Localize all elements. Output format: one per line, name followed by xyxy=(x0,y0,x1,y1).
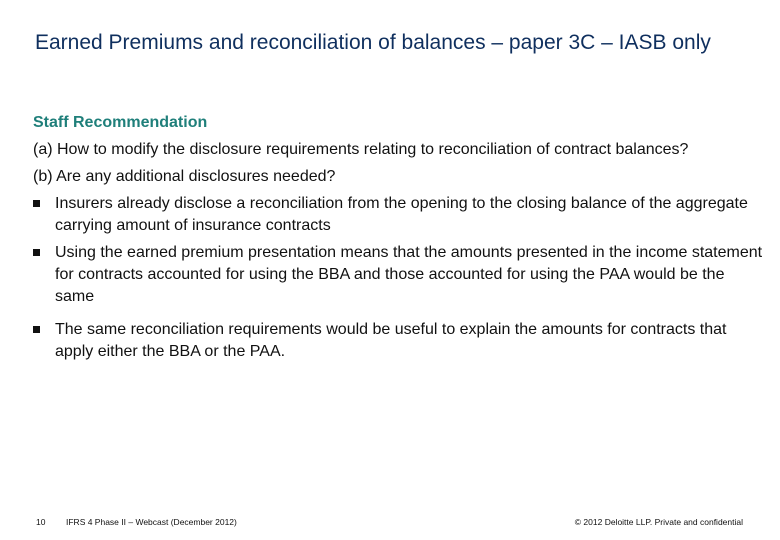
slide-content xyxy=(33,112,763,368)
bullet-item xyxy=(33,193,763,237)
square-bullet-icon xyxy=(33,249,40,256)
page-number: 10 xyxy=(36,517,46,527)
square-bullet-icon xyxy=(33,200,40,207)
question-b: (b) Are any additional disclosures needed? xyxy=(33,168,336,185)
bullet-item xyxy=(33,319,763,363)
bullet-text: Insurers already disclose a reconciliation from the opening to the closing balance of the aggregate carrying amount of insurance contracts xyxy=(55,195,748,234)
square-bullet-icon xyxy=(33,326,40,333)
slide-title: Earned Premiums and reconciliation of balances – paper 3C – IASB only xyxy=(35,31,711,54)
copyright-notice: © 2012 Deloitte LLP. Private and confidential xyxy=(574,517,743,527)
bullet-text: Using the earned premium presentation means that the amounts presented in the income statement for contracts accounted for using the BBA and those accounted for using the PAA would be the same xyxy=(55,244,763,305)
section-heading: Staff Recommendation xyxy=(33,114,208,131)
question-a: (a) How to modify the disclosure requirements relating to reconciliation of contract balances? xyxy=(33,141,689,158)
bullet-item xyxy=(33,242,763,308)
bullet-text: The same reconciliation requirements would be useful to explain the amounts for contracts that apply either the BBA or the PAA. xyxy=(55,321,727,360)
footer-title: IFRS 4 Phase II – Webcast (December 2012) xyxy=(66,517,237,527)
